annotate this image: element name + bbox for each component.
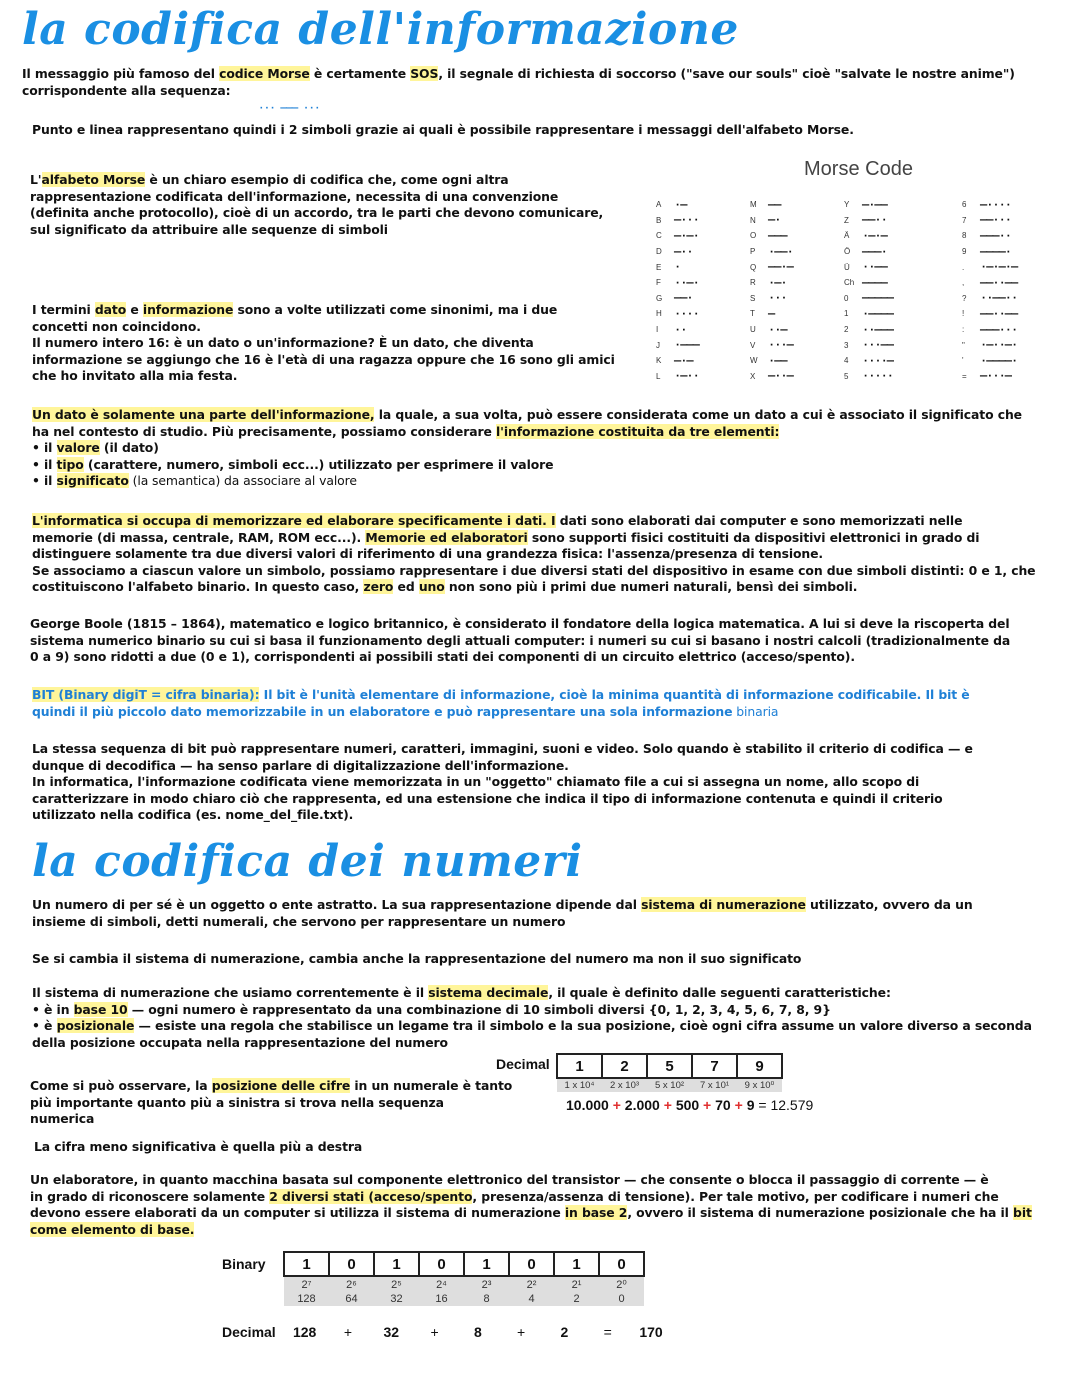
morse-entry xyxy=(962,259,1017,275)
morse-char: B xyxy=(656,215,662,225)
morse-entry xyxy=(656,353,699,369)
morse-entry xyxy=(656,228,699,244)
binary-bit-cell: 1 xyxy=(464,1252,509,1276)
morse-char: 1 xyxy=(844,309,849,319)
morse-code: ·· xyxy=(674,322,687,337)
morse-code: ·—· xyxy=(768,275,787,290)
morse-char: N xyxy=(750,215,756,225)
binary-bit-cell: 1 xyxy=(374,1252,419,1276)
morse-char: H xyxy=(656,309,662,319)
morse-entry xyxy=(962,275,1017,291)
binary-power-cell: 2¹ xyxy=(554,1276,599,1292)
operator: + xyxy=(343,1324,353,1340)
morse-entry xyxy=(750,228,793,244)
morse-char: , xyxy=(962,278,965,288)
morse-entry xyxy=(656,197,699,213)
binary-table-label: Binary xyxy=(222,1256,266,1272)
boole-paragraph: George Boole (1815 – 1864), matematico e logico britannico, è considerato il fondatore della logica matematica. A lui si deve la riscoperta del sistema numerico binario su cui si basa il funzionamento degli attuali computer: i numeri su cui si basano i nostri calcoli (tradizionalmente da 0 a 9) sono ridotti a due (0 e 1), corrispondenti ai possibili stati dei componenti di un circuito elettrico (acceso/spento). xyxy=(30,616,1011,664)
binary-value-cell: 8 xyxy=(464,1292,509,1306)
binary-sum-term: 170 xyxy=(639,1324,663,1340)
sos-sequence: ··· ——— ··· xyxy=(258,103,320,115)
morse-code: ——·— xyxy=(768,260,793,275)
binary-sum-term: 2 xyxy=(560,1324,569,1340)
morse-code: ————· xyxy=(980,244,1012,259)
morse-char: E xyxy=(656,262,662,272)
decimal-term: 9 xyxy=(746,1097,755,1113)
morse-code: —·—— xyxy=(862,197,887,212)
binary-bit-cell: 1 xyxy=(554,1252,599,1276)
morse-entry xyxy=(844,275,893,291)
morse-entry xyxy=(844,291,893,307)
decimal-digit-cell: 5 xyxy=(647,1054,692,1078)
morse-chart-title: Morse Code xyxy=(804,158,913,180)
morse-column-1 xyxy=(656,197,699,384)
morse-char: Ö xyxy=(844,247,851,257)
morse-code: ·———— xyxy=(862,306,894,321)
morse-code: ···—— xyxy=(862,338,894,353)
morse-code: ·—·—·— xyxy=(980,260,1018,275)
plus-sign: + xyxy=(699,1097,716,1113)
binary-value-cell: 64 xyxy=(329,1292,374,1306)
morse-entry xyxy=(962,337,1017,353)
binary-bit-cell: 0 xyxy=(329,1252,374,1276)
morse-column-4 xyxy=(962,197,1017,384)
binary-sum-term: 128 xyxy=(292,1324,317,1340)
binary-power-cell: 2³ xyxy=(464,1276,509,1292)
binary-value-cell: 4 xyxy=(509,1292,554,1306)
operator: + xyxy=(517,1324,526,1340)
punto-linea-text: Punto e linea rappresentano quindi i 2 simboli grazie ai quali è possibile rappresentare i messaggi dell'alfabeto Morse. xyxy=(32,122,854,137)
morse-code: · xyxy=(674,260,681,275)
morse-entry xyxy=(750,213,793,229)
morse-entry xyxy=(656,369,699,385)
decimal-digit-cell: 1 xyxy=(557,1054,602,1078)
binary-value-cell: 0 xyxy=(599,1292,644,1306)
morse-entry xyxy=(962,353,1017,369)
morse-column-3 xyxy=(844,197,893,384)
morse-entry xyxy=(844,337,893,353)
morse-code: —— xyxy=(768,197,781,212)
operator: = xyxy=(603,1324,612,1340)
morse-entry xyxy=(750,275,793,291)
morse-char: 4 xyxy=(844,356,849,366)
morse-entry xyxy=(656,244,699,260)
morse-code: ——··—— xyxy=(980,306,1018,321)
binary-bit-cell: 0 xyxy=(419,1252,464,1276)
morse-char: 8 xyxy=(962,231,967,241)
morse-char: 5 xyxy=(844,371,849,381)
morse-char: O xyxy=(750,231,757,241)
morse-entry xyxy=(962,228,1017,244)
morse-entry xyxy=(750,244,793,260)
morse-char: J xyxy=(656,340,660,350)
morse-char: L xyxy=(656,371,661,381)
morse-code: ——··—— xyxy=(980,275,1018,290)
morse-code: ———··· xyxy=(980,322,1018,337)
binary-value-cell: 32 xyxy=(374,1292,419,1306)
morse-code: ····· xyxy=(862,369,894,384)
morse-char: Q xyxy=(750,262,757,272)
morse-char: G xyxy=(656,293,663,303)
decimal-sum xyxy=(566,1097,813,1113)
decimal-power-cell: 9 x 10⁰ xyxy=(737,1078,782,1092)
morse-char: U xyxy=(750,325,756,335)
morse-code: ·————· xyxy=(980,353,1018,368)
morse-char: C xyxy=(656,231,662,241)
morse-entry xyxy=(962,306,1017,322)
decimal-digit-cell: 2 xyxy=(602,1054,647,1078)
morse-char: I xyxy=(656,325,659,335)
morse-code: ··—· xyxy=(674,275,699,290)
morse-char: M xyxy=(750,200,757,210)
morse-char: K xyxy=(656,356,662,366)
morse-code: ——— xyxy=(768,228,787,243)
binary-decimal-label: Decimal xyxy=(222,1324,276,1340)
morse-char: . xyxy=(962,262,965,272)
morse-entry xyxy=(844,369,893,385)
morse-code: ·—— xyxy=(768,353,787,368)
morse-entry xyxy=(844,322,893,338)
numero-paragraph: Un numero di per sé è un oggetto o ente astratto. La sua rappresentazione dipende dal sistema di numerazione utilizzato, ovvero da un insieme di simboli, detti numerali, che servono per rappresentare un numero xyxy=(32,897,973,929)
morse-code: ··— xyxy=(768,322,787,337)
morse-code: ··· xyxy=(768,291,787,306)
decimal-table-label: Decimal xyxy=(496,1056,550,1072)
morse-entry xyxy=(750,306,793,322)
morse-code: —···— xyxy=(980,369,1012,384)
operator: + xyxy=(430,1324,439,1340)
morse-entry xyxy=(750,259,793,275)
morse-char: X xyxy=(750,371,756,381)
morse-entry xyxy=(750,291,793,307)
morse-code: ·—·— xyxy=(862,228,887,243)
decimal-term: 2.000 xyxy=(624,1097,660,1113)
decimal-power-cell: 7 x 10¹ xyxy=(692,1078,737,1092)
plus-sign: + xyxy=(730,1097,747,1113)
binary-power-cell: 2⁶ xyxy=(329,1276,374,1292)
morse-code: ···— xyxy=(768,338,793,353)
morse-code: ———· xyxy=(862,244,887,259)
binary-power-cell: 2⁷ xyxy=(284,1276,329,1292)
intro-paragraph: Il messaggio più famoso del codice Morse è certamente SOS, il segnale di richiesta di soccorso ("save our souls" cioè "salvate le nostre anime") corrispondente alla sequenza: xyxy=(22,66,1015,98)
morse-char: D xyxy=(656,247,662,257)
morse-code: ———·· xyxy=(980,228,1012,243)
bit-definition: BIT (Binary digiT = cifra binaria): Il bit è l'unità elementare di informazione, cioè la minima quantità di informazione codificabile. Il bit è quindi il più piccolo dato memorizzabile in un elaboratore e può rappresentare una sola informazione binaria xyxy=(32,687,970,719)
morse-char: ' xyxy=(962,356,964,366)
decimal-power-cell: 1 x 10⁴ xyxy=(557,1078,602,1092)
morse-code: —··· xyxy=(674,213,699,228)
elaboratore-paragraph: Un elaboratore, in quanto macchina basata sul componente elettronico del transistor — che consente o blocca il passaggio di corrente — è in grado di riconoscere solamente 2 diversi stati (acceso/spento, presenza/assenza di tensione). Per tale motivo, per codificare i numeri che devono essere elaborati da un computer si utilizza il sistema di numerazione in base 2, ovvero il sistema di numerazione posizionale che ha il bit come elemento di base. xyxy=(30,1172,1032,1237)
morse-char: V xyxy=(750,340,756,350)
morse-code: ··——— xyxy=(862,322,894,337)
morse-code: —· xyxy=(768,213,781,228)
binary-value-cell: 2 xyxy=(554,1292,599,1306)
decimal-power-cell: 2 x 10³ xyxy=(602,1078,647,1092)
morse-entry xyxy=(844,244,893,260)
morse-entry xyxy=(656,322,699,338)
plus-sign: + xyxy=(659,1097,676,1113)
morse-entry xyxy=(750,353,793,369)
morse-entry xyxy=(962,322,1017,338)
binary-bit-cell: 0 xyxy=(509,1252,554,1276)
morse-entry xyxy=(750,197,793,213)
morse-code: ————— xyxy=(862,291,894,306)
morse-char: 2 xyxy=(844,325,849,335)
morse-entry xyxy=(750,337,793,353)
morse-code: ·——— xyxy=(674,338,699,353)
morse-code: ···· xyxy=(674,306,699,321)
morse-char: P xyxy=(750,247,756,257)
morse-char: Ch xyxy=(844,278,855,288)
morse-char: 7 xyxy=(962,215,967,225)
binary-value-cell: 16 xyxy=(419,1292,464,1306)
morse-char: Ü xyxy=(844,262,850,272)
page-title: la codifica dell'informazione xyxy=(22,4,739,55)
morse-entry xyxy=(750,322,793,338)
binary-power-cell: 2² xyxy=(509,1276,554,1292)
morse-code: ··——·· xyxy=(980,291,1018,306)
morse-entry xyxy=(656,306,699,322)
binary-sum-term: 8 xyxy=(473,1324,482,1340)
morse-code: ——·· xyxy=(862,213,887,228)
termini-paragraph: I termini dato e informazione sono a volte utilizzati come sinonimi, ma i due concetti non coincidono. Il numero intero 16: è un dato o un'informazione? È un dato, che diventa informazione se aggiungo che 16 è l'età di una ragazza oppure che 16 sono gli amici che ho invitato alla mia festa. xyxy=(32,302,615,383)
morse-code: ·— xyxy=(674,197,687,212)
binary-value-cell: 128 xyxy=(284,1292,329,1306)
morse-entry xyxy=(656,291,699,307)
morse-code: ——··· xyxy=(980,213,1012,228)
morse-char: T xyxy=(750,309,755,319)
morse-char: W xyxy=(750,356,758,366)
binary-sum xyxy=(283,1324,673,1340)
morse-entry xyxy=(844,259,893,275)
morse-char: Ä xyxy=(844,231,850,241)
morse-entry xyxy=(844,228,893,244)
morse-entry xyxy=(656,213,699,229)
morse-char: = xyxy=(962,371,967,381)
section-title-numeri: la codifica dei numeri xyxy=(32,836,583,887)
morse-char: 3 xyxy=(844,340,849,350)
morse-code: ·—··—· xyxy=(980,338,1018,353)
binary-bit-cell: 0 xyxy=(599,1252,644,1276)
morse-entry xyxy=(962,197,1017,213)
plus-sign: + xyxy=(608,1097,625,1113)
morse-code: ·——· xyxy=(768,244,793,259)
morse-char: ? xyxy=(962,293,967,303)
morse-char: F xyxy=(656,278,661,288)
decimal-term: 10.000 xyxy=(566,1097,609,1113)
morse-entry xyxy=(844,353,893,369)
morse-entry xyxy=(962,213,1017,229)
morse-char: S xyxy=(750,293,756,303)
binary-power-cell: 2⁰ xyxy=(599,1276,644,1292)
binary-power-cell: 2⁴ xyxy=(419,1276,464,1292)
morse-code: ·—·· xyxy=(674,369,699,384)
morse-entry xyxy=(844,213,893,229)
morse-char: A xyxy=(656,200,662,210)
dato-paragraph: Un dato è solamente una parte dell'informazione, la quale, a sua volta, può essere considerata come un dato a cui è associato il significato che ha nel contesto di studio. Più precisamente, possiamo considerare l'informazione costituita da tre elementi: • il valore (il dato) • il tipo (carattere, numero, simboli ecc...) utilizzato per esprimere il valore • il significato (la semantica) da associare al valore xyxy=(32,407,1022,488)
decimal-result: = 12.579 xyxy=(754,1097,814,1113)
cambia-text: Se si cambia il sistema di numerazione, cambia anche la rappresentazione del numero ma non il suo significato xyxy=(32,951,802,966)
morse-code: —·· xyxy=(674,244,693,259)
posizione-paragraph: Come si può osservare, la posizione delle cifre in un numerale è tanto più importante quanto più a sinistra si trova nella sequenza numerica xyxy=(30,1078,513,1126)
decimal-digit-cell: 7 xyxy=(692,1054,737,1078)
binary-bit-cell: 1 xyxy=(284,1252,329,1276)
sequenza-paragraph: La stessa sequenza di bit può rappresentare numeri, caratteri, immagini, suoni e video. Solo quando è stabilito il criterio di codifica — e dunque di decodifica — ha senso parlare di digitalizzazione dell'informazione. In informatica, l'informazione codificata viene memorizzata in un "oggetto" chiamato file a cui si assegna un nome, allo scopo di caratterizzare in modo chiaro ciò che rappresenta, ed una estensione che indica il tipo di informazione contenuta e quindi il criterio utilizzato nella codifica (es. nome_del_file.txt). xyxy=(32,741,973,822)
meno-significativa-text: La cifra meno significativa è quella più a destra xyxy=(34,1139,363,1154)
morse-char: 6 xyxy=(962,200,967,210)
morse-char: 9 xyxy=(962,247,967,257)
decimal-term: 500 xyxy=(675,1097,700,1113)
morse-code: — xyxy=(768,306,775,321)
morse-code: —·—· xyxy=(674,228,699,243)
decimal-table xyxy=(556,1053,783,1092)
morse-entry xyxy=(962,369,1017,385)
morse-char: : xyxy=(962,325,965,335)
morse-code: ····— xyxy=(862,353,894,368)
morse-entry xyxy=(656,337,699,353)
morse-char: Y xyxy=(844,200,850,210)
morse-code: ··—— xyxy=(862,260,887,275)
alfabeto-paragraph: L'alfabeto Morse è un chiaro esempio di codifica che, come ogni altra rappresentazione codificata dell'informazione, necessita di una convenzione (definita anche protocollo), cioè di un accordo, tra le parti che devono comunicare, sul significato da attribuire alle sequenze di simboli xyxy=(30,172,604,237)
morse-code: ——· xyxy=(674,291,693,306)
decimal-power-cell: 5 x 10² xyxy=(647,1078,692,1092)
decimale-paragraph: Il sistema di numerazione che usiamo correntemente è il sistema decimale, il quale è definito dalle seguenti caratteristiche: • è in base 10 — ogni numero è rappresentato da una combinazione di 10 simboli diversi {0, 1, 2, 3, 4, 5, 6, 7, 8, 9} • è posizionale — esiste una regola che stabilisce un legame tra il simbolo e la sua posizione, cioè ogni cifra assume un valore diverso a seconda della posizione occupata nella rappresentazione del numero xyxy=(32,985,1032,1050)
decimal-digit-cell: 9 xyxy=(737,1054,782,1078)
morse-char: " xyxy=(962,340,965,350)
morse-entry xyxy=(962,291,1017,307)
decimal-term: 70 xyxy=(715,1097,731,1113)
binary-power-cell: 2⁵ xyxy=(374,1276,419,1292)
morse-code: —··— xyxy=(768,369,793,384)
morse-entry xyxy=(656,275,699,291)
morse-column-2 xyxy=(750,197,793,384)
morse-code: —·— xyxy=(674,353,693,368)
morse-char: 0 xyxy=(844,293,849,303)
binary-sum-term: 32 xyxy=(383,1324,400,1340)
morse-entry xyxy=(656,259,699,275)
morse-code: —···· xyxy=(980,197,1012,212)
morse-entry xyxy=(844,197,893,213)
morse-char: R xyxy=(750,278,756,288)
binary-table xyxy=(283,1251,645,1306)
morse-code: ———— xyxy=(862,275,887,290)
morse-char: ! xyxy=(962,309,965,319)
morse-entry xyxy=(962,244,1017,260)
morse-entry xyxy=(844,306,893,322)
morse-char: Z xyxy=(844,215,849,225)
informatica-paragraph: L'informatica si occupa di memorizzare ed elaborare specificamente i dati. I dati sono elaborati dai computer e sono memorizzati nelle memorie (di massa, centrale, RAM, ROM ecc...). Memorie ed elaboratori sono supporti fisici costituiti da dispositivi elettronici in grado di distinguere solamente tra due diversi valori di riferimento di una grandezza fisica: l'assenza/presenza di tensione. Se associamo a ciascun valore un simbolo, possiamo rappresentare i due diversi stati del dispositivo in esame con due simboli distinti: 0 e 1, che costituiscono l'alfabeto binario. In questo caso, zero ed uno non sono più i primi due numeri naturali, bensì dei simboli. xyxy=(32,513,1036,594)
morse-entry xyxy=(750,369,793,385)
